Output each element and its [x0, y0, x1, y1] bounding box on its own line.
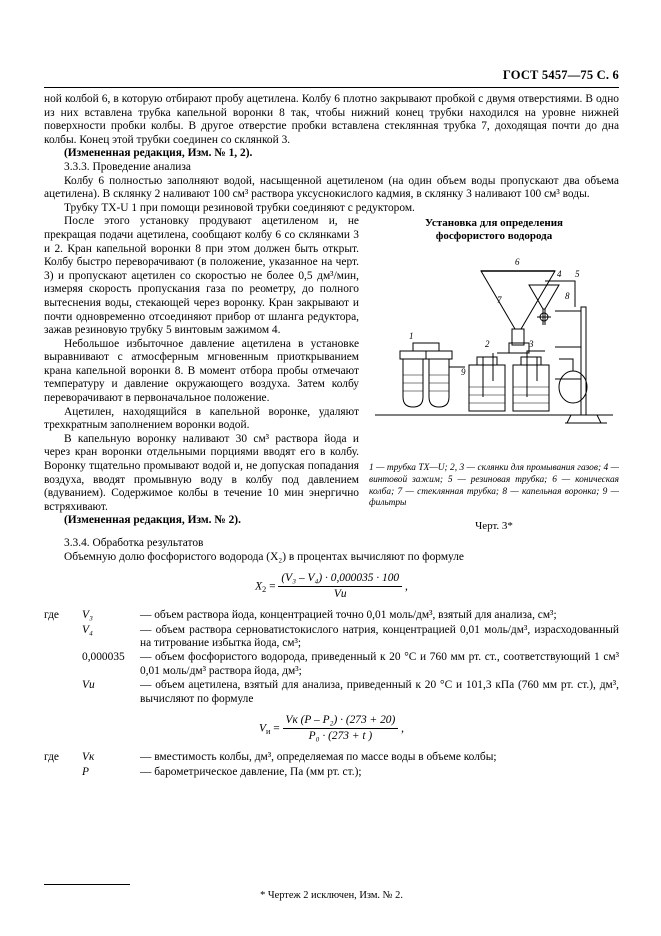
definition-symbol: 0,000035 — [82, 651, 125, 664]
where-label: где — [44, 609, 59, 622]
definition-text: — объем фосфористого водорода, приведенный к 20 °С и 760 мм рт. ст., соответствующий 1 см³ 0,01 моль/дм³ раствора йода, дм³; — [140, 651, 619, 677]
section-heading-334: 3.3.4. Обработка результатов — [64, 537, 204, 550]
paragraph-analysis-5: Ацетилен, находящийся в капельной воронке, удаляют трехкратным заполнением воронки водой. — [44, 405, 359, 432]
definition-symbol: V₄ — [82, 623, 93, 636]
figure-caption: 1 — трубка ТХ—U; 2, 3 — склянки для промывания газов; 4 — винтовой зажим; 5 — резиновая трубка; 6 — коническая колба; 7 — стеклянная трубка; 8 — капельная воронка; 9 — фильтры — [369, 463, 619, 509]
revision-note-2: (Измененная редакция, Изм. № 2). — [64, 514, 241, 527]
formula-x2-numerator: (V₃ – V₄) · 0,000035 · 100 — [278, 572, 402, 588]
definition-text: — барометрическое давление, Па (мм рт. ст.); — [140, 765, 362, 778]
formula-vi-eq: = — [273, 722, 280, 735]
svg-text:2: 2 — [485, 339, 490, 350]
section-heading-333: 3.3.3. Проведение анализа — [64, 160, 191, 173]
page-header — [44, 68, 619, 83]
definition-row — [44, 679, 619, 707]
definition-row — [44, 609, 619, 623]
svg-text:4: 4 — [557, 269, 562, 280]
definition-text: — объем ацетилена, взятый для анализа, приведенный к 20 °С и 101,3 кПа (760 мм рт. ст.), дм³, вычисляют по формуле — [140, 679, 619, 705]
formula-vi-lhs-sub: и — [265, 726, 271, 736]
definition-text: — объем раствора серноватистокислого натрия, концентрацией 0,01 моль/дм³, израсходованный на титрование избытка йода, см³; — [140, 623, 619, 649]
definitions-list-1 — [44, 609, 619, 707]
formula-vi-lhs: V — [258, 722, 266, 735]
formula-vi-tail: , — [401, 722, 404, 735]
svg-text:1: 1 — [409, 331, 414, 342]
formula-x2-eq: = — [269, 580, 276, 593]
figure-block — [369, 217, 619, 533]
formula-vi — [44, 714, 619, 744]
definition-row — [44, 751, 619, 765]
standard-number: ГОСТ 5457—75 — [502, 68, 594, 82]
paragraph-analysis-6: В капельную воронку наливают 30 см³ раствора йода и через кран воронки отдельными порциями вводят его в колбу. Воронку тщательно промывают водой и, не допуская попадания воздуха, вводят промывную воду в колбу под давлением (вдуванием). Содержимое колбы в течение 10 мин энергично встряхивают. — [44, 432, 359, 513]
paragraph-analysis-1: Колбу 6 полностью заполняют водой, насыщенной ацетиленом (на один объем воды пропускают два объема ацетилена). В склянку 2 наливают 100 см³ раствора уксуснокислого кадмия, в склянку 3 наливают 100 см³ воды. — [44, 174, 619, 201]
footnote-divider — [44, 884, 130, 885]
definition-symbol: Vи — [82, 679, 95, 692]
formula-vi-denominator: P₀ · (273 + t ) — [308, 730, 373, 743]
header-divider — [44, 87, 619, 88]
paragraph-results-1: Объемную долю фосфористого водорода (X₂) в процентах вычисляют по формуле — [64, 550, 464, 563]
formula-x2-lhs: X — [255, 580, 263, 593]
paragraph-analysis-4: Небольшое избыточное давление ацетилена в установке выравнивают с атмосферным мгновенным приоткрыванием крана капельной воронки 8. В момент отбора пробы отмечают температуру и давление окружающего воздуха. Затем колбу переворачивают в первоначальное положение. — [44, 337, 359, 405]
definition-row — [44, 765, 619, 779]
definition-symbol: V₃ — [82, 609, 93, 622]
formula-vi-numerator: Vк (P – P₂) · (273 + 20) — [283, 714, 399, 730]
svg-text:5: 5 — [575, 269, 580, 280]
figure-drawing — [369, 247, 619, 457]
page-number: 6 — [612, 68, 619, 82]
footnote-text: * Чертеж 2 исключен, Изм. № 2. — [260, 890, 403, 901]
figure-title: Установка для определения фосфористого водорода — [425, 217, 563, 243]
where-label: где — [44, 751, 59, 764]
svg-text:8: 8 — [565, 291, 570, 302]
definition-row — [44, 651, 619, 679]
definitions-list-2 — [44, 751, 619, 780]
formula-x2-denominator: Vи — [333, 588, 347, 601]
svg-text:3: 3 — [529, 339, 534, 350]
paragraph-analysis-2: Трубку ТХ-U 1 при помощи резиновой трубки соединяют с редуктором. — [64, 201, 415, 214]
formula-x2-tail: , — [404, 580, 408, 593]
svg-text:7: 7 — [497, 295, 502, 306]
figure-number: Черт. 3* — [475, 519, 513, 532]
formula-x2-lhs-sub: 2 — [262, 584, 267, 594]
paragraph-analysis-3: После этого установку продувают ацетиленом и, не прекращая подачи ацетилена, сообщают колбу 6 со склянками 3 и 2. Кран капельной воронки 8 при этом должен быть открыт. Колбу быстро переворачивают (в положение, указанное на черт. 3) и пропускают ацетилен со скоростью не более 0,5 дм³/мин, измеряя скорость пропускания газа по реометру, до полного вытеснения воды, стекающей через воронку. Кран закрывают и почти одновременно отсоединяют прибор от шланга редуктора, зажав резиновую трубку 5 винтовым зажимом 4. — [44, 215, 359, 337]
revision-note-1: (Измененная редакция, Изм. № 1, 2). — [64, 147, 253, 160]
definition-text: — объем раствора йода, концентрацией точно 0,01 моль/дм³, взятый для анализа, см³; — [140, 609, 557, 622]
svg-text:9: 9 — [461, 367, 466, 378]
definition-symbol: Vк — [82, 751, 95, 764]
definition-text: — вместимость колбы, дм³, определяемая по массе воды в объеме колбы; — [140, 751, 497, 764]
page-label: С. — [596, 68, 610, 82]
formula-x2 — [44, 572, 619, 602]
definition-symbol: P — [82, 765, 89, 778]
page-content — [44, 93, 619, 780]
svg-text:6: 6 — [515, 257, 520, 268]
paragraph-continuation: ной колбой 6, в которую отбирают пробу ацетилена. Колбу 6 плотно закрывают пробкой с двумя отверстиями. В одно из них вставлена трубка капельной воронки 8 так, чтобы нижний конец трубки находился на уровне нижней поверхности пробки колбы. В другое отверстие пробки вставлена стеклянная трубка 7, доходящая почти до дна колбы. Конец этой трубки соединен со склянкой 3. — [44, 93, 619, 146]
definition-row — [44, 623, 619, 651]
